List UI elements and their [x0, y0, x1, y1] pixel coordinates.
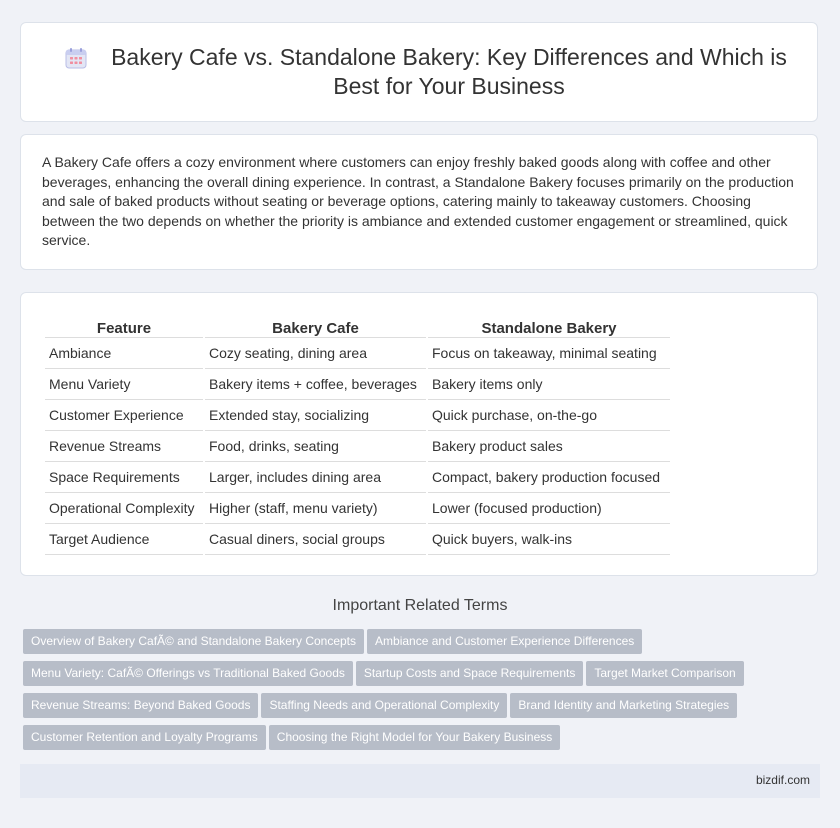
table-cell: Focus on takeaway, minimal seating [428, 338, 670, 369]
related-term-tag[interactable]: Overview of Bakery CafÃ© and Standalone Bakery Concepts [23, 629, 364, 654]
table-row [45, 431, 670, 462]
table-cell: Quick purchase, on-the-go [428, 400, 670, 431]
header-card [20, 22, 818, 122]
page-title: Bakery Cafe vs. Standalone Bakery: Key Differences and Which is Best for Your Business [111, 44, 787, 99]
related-term-tag[interactable]: Startup Costs and Space Requirements [356, 661, 583, 686]
table-cell: Target Audience [45, 524, 203, 555]
table-cell: Lower (focused production) [428, 493, 670, 524]
table-cell: Operational Complexity [45, 493, 203, 524]
table-row [45, 400, 670, 431]
table-cell: Larger, includes dining area [205, 462, 426, 493]
table-cell: Space Requirements [45, 462, 203, 493]
site-name: bizdif.com [755, 773, 810, 787]
table-cell: Compact, bakery production focused [428, 462, 670, 493]
table-row [45, 524, 670, 555]
related-term-tag[interactable]: Menu Variety: CafÃ© Offerings vs Traditional Baked Goods [23, 661, 353, 686]
related-term-tag[interactable]: Ambiance and Customer Experience Differences [367, 629, 642, 654]
related-term-tag[interactable]: Choosing the Right Model for Your Bakery Business [269, 725, 561, 750]
table-cell: Casual diners, social groups [205, 524, 426, 555]
table-cell: Ambiance [45, 338, 203, 369]
table-cell: Customer Experience [45, 400, 203, 431]
table-cell: Revenue Streams [45, 431, 203, 462]
table-cell: Higher (staff, menu variety) [205, 493, 426, 524]
intro-card [20, 134, 818, 270]
footer [20, 764, 820, 798]
table-cell: Cozy seating, dining area [205, 338, 426, 369]
table-cell: Food, drinks, seating [205, 431, 426, 462]
related-term-tag[interactable]: Target Market Comparison [586, 661, 743, 686]
column-header: Standalone Bakery [428, 315, 670, 338]
related-terms-list [23, 629, 823, 757]
table-cell: Menu Variety [45, 369, 203, 400]
table-cell: Bakery items + coffee, beverages [205, 369, 426, 400]
column-header: Feature [45, 315, 203, 338]
table-header-row [45, 315, 670, 338]
table-row [45, 369, 670, 400]
table-cell: Bakery product sales [428, 431, 670, 462]
related-terms-title: Important Related Terms [332, 597, 508, 614]
column-header: Bakery Cafe [205, 315, 426, 338]
table-row [45, 338, 670, 369]
comparison-table [43, 315, 672, 555]
calendar-icon [65, 47, 87, 69]
table-cell: Extended stay, socializing [205, 400, 426, 431]
related-term-tag[interactable]: Customer Retention and Loyalty Programs [23, 725, 266, 750]
comparison-card [20, 292, 818, 576]
table-cell: Quick buyers, walk-ins [428, 524, 670, 555]
table-row [45, 493, 670, 524]
related-term-tag[interactable]: Revenue Streams: Beyond Baked Goods [23, 693, 258, 718]
intro-paragraph: A Bakery Cafe offers a cozy environment where customers can enjoy freshly baked goods along with coffee and other beverages, enhancing the overall dining experience. In contrast, a Standalone Bakery focuses primarily on the production and sale of baked products without seating or beverage options, catering mainly to takeaway customers. Choosing between the two depends on whether the priority is ambiance and extended customer engagement or streamlined, quick service. [42, 154, 794, 249]
table-cell: Bakery items only [428, 369, 670, 400]
table-row [45, 462, 670, 493]
related-term-tag[interactable]: Staffing Needs and Operational Complexity [261, 693, 507, 718]
related-term-tag[interactable]: Brand Identity and Marketing Strategies [510, 693, 737, 718]
